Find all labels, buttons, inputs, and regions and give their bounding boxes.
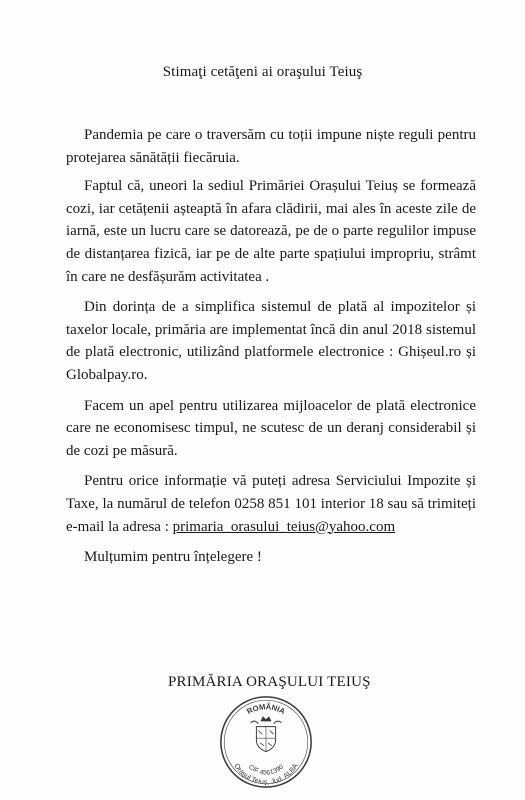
seal-bottom-text: Oraşul Teiuş, Jud. ALBA — [232, 761, 300, 787]
signature-institution: PRIMĂRIA ORAŞULUI TEIUŞ — [168, 674, 371, 690]
paragraph-contact — [66, 470, 476, 538]
letter-greeting: Stimaţi cetăţeni ai oraşului Teiuş — [162, 64, 363, 80]
contact-text: Pentru orice informație vă puteți adresa Serviciului Impozite și Taxe, la numărul de telefon 0258 851 101 interior 18 sau să trimiteți e-mail la adresa : — [66, 473, 476, 535]
paragraph-thanks: Mulțumim pentru înțelegere ! — [84, 549, 262, 566]
email-link[interactable]: primaria_orasului_teius@yahoo.com — [172, 518, 396, 535]
paragraph-appeal: Facem un apel pentru utilizarea mijloacelor de plată electronice care ne economisesc timpul, ne scutesc de un deranj considerabil și de cozi pe măsură. — [66, 397, 476, 459]
svg-text:ROMÂNIA — [245, 702, 287, 716]
seal-cif-text: CIF 4561390 — [247, 763, 285, 777]
seal-top-text: ROMÂNIA — [245, 702, 287, 717]
official-seal-stamp — [218, 694, 314, 790]
paragraph-queues: Faptul că, uneori la sediul Primăriei Orașului Teiuș se formează cozi, iar cetățenii așteaptă în afara clădirii, mai ales în aceste zile de iarnă, este un lucru care se datorează, pe de o parte regulilor impuse de distanțarea fizică, iar pe de alte parte spațiului impropriu, strâmt în care ne desfășurăm activitatea . — [66, 178, 476, 285]
coat-of-arms-icon — [251, 717, 282, 752]
letter-body — [66, 124, 476, 577]
paragraph-pandemic: Pandemia pe care o traversăm cu toții impune niște reguli pentru protejarea sănătății fiecăruia. — [66, 127, 476, 166]
paragraph-electronic-payment: Din dorința de a simplifica sistemul de plată al impozitelor și taxelor locale, primăria are implementat încă din anul 2018 sistemul de plată electronic, utilizând platformele electronice : Ghișeul.ro și Globalpay.ro. — [66, 299, 476, 383]
